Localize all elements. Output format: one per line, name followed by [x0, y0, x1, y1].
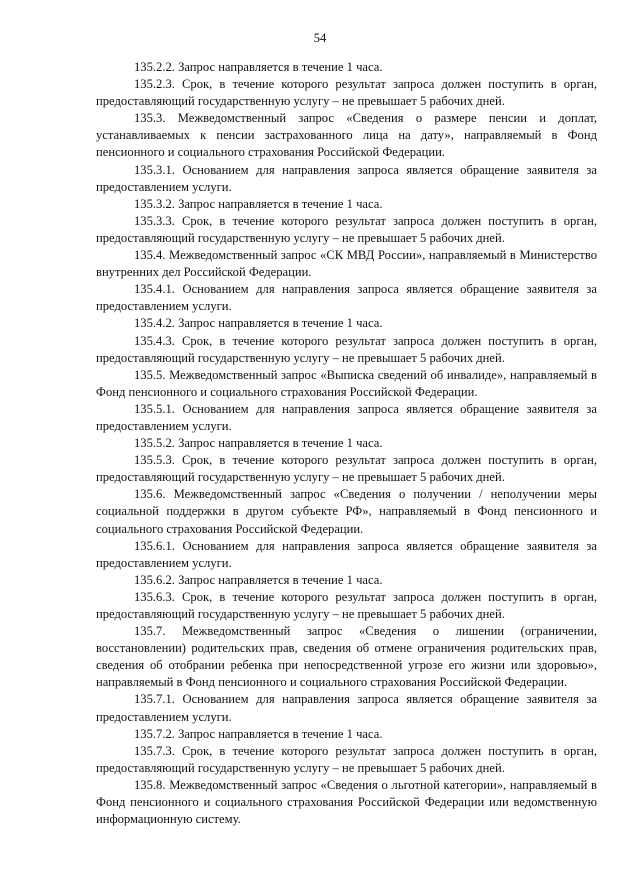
paragraph-135-4: 135.4. Межведомственный запрос «СК МВД России», направляемый в Министерство внутренних дел Российской Федерации. [96, 248, 597, 280]
paragraph-135-5-1: 135.5.1. Основанием для направления запроса является обращение заявителя за предоставлением услуги. [96, 401, 597, 433]
page-number: 54 [313, 31, 327, 45]
document-body [96, 59, 597, 828]
paragraph-135-6: 135.6. Межведомственный запрос «Сведения о получении / неполучении меры социальной поддержки в другом субъекте РФ», направляемый в Фонд пенсионного и социального страхования Российской Федерации. [96, 487, 597, 536]
paragraph-135-3-1: 135.3.1. Основанием для направления запроса является обращение заявителя за предоставлением услуги. [96, 162, 597, 194]
paragraph-135-4-3: 135.4.3. Срок, в течение которого результат запроса должен поступить в орган, предоставляющий государственную услугу – не превышает 5 рабочих дней. [96, 333, 597, 365]
paragraph-135-7-3: 135.7.3. Срок, в течение которого результат запроса должен поступить в орган, предоставляющий государственную услугу – не превышает 5 рабочих дней. [96, 743, 597, 775]
paragraph-135-4-2: 135.4.2. Запрос направляется в течение 1 часа. [134, 316, 383, 331]
paragraph-135-7: 135.7. Межведомственный запрос «Сведения о лишении (ограничении, восстановлении) родительских прав, сведения об отмене ограничения родительских прав, сведения об отобрании ребенка при непосредственной угрозе его жизни или здоровью», направляемый в Фонд пенсионного и социального страхования Российской Федерации. [96, 624, 597, 690]
paragraph-135-6-2: 135.6.2. Запрос направляется в течение 1 часа. [134, 572, 383, 587]
paragraph-135-3-2: 135.3.2. Запрос направляется в течение 1 часа. [134, 196, 383, 211]
paragraph-135-7-1: 135.7.1. Основанием для направления запроса является обращение заявителя за предоставлением услуги. [96, 692, 597, 724]
paragraph-135-5: 135.5. Межведомственный запрос «Выписка сведений об инвалиде», направляемый в Фонд пенсионного и социального страхования Российской Федерации. [96, 367, 597, 399]
paragraph-135-6-3: 135.6.3. Срок, в течение которого результат запроса должен поступить в орган, предоставляющий государственную услугу – не превышает 5 рабочих дней. [96, 589, 597, 621]
paragraph-135-6-1: 135.6.1. Основанием для направления запроса является обращение заявителя за предоставлением услуги. [96, 538, 597, 570]
paragraph-135-4-1: 135.4.1. Основанием для направления запроса является обращение заявителя за предоставлением услуги. [96, 282, 597, 314]
paragraph-135-3-3: 135.3.3. Срок, в течение которого результат запроса должен поступить в орган, предоставляющий государственную услугу – не превышает 5 рабочих дней. [96, 213, 597, 245]
paragraph-135-7-2: 135.7.2. Запрос направляется в течение 1 часа. [134, 726, 383, 741]
paragraph-135-3: 135.3. Межведомственный запрос «Сведения о размере пенсии и доплат, устанавливаемых к пенсии застрахованного лица на дату», направляемый в Фонд пенсионного и социального страхования Российской Федерации. [96, 111, 597, 160]
paragraph-135-5-3: 135.5.3. Срок, в течение которого результат запроса должен поступить в орган, предоставляющий государственную услугу – не превышает 5 рабочих дней. [96, 453, 597, 485]
paragraph-135-8: 135.8. Межведомственный запрос «Сведения о льготной категории», направляемый в Фонд пенсионного и социального страхования Российской Федерации или ведомственную информационную систему. [96, 777, 597, 827]
paragraph-135-2-3: 135.2.3. Срок, в течение которого результат запроса должен поступить в орган, предоставляющий государственную услугу – не превышает 5 рабочих дней. [96, 77, 597, 109]
paragraph-135-5-2: 135.5.2. Запрос направляется в течение 1 часа. [134, 436, 383, 451]
paragraph-135-2-2: 135.2.2. Запрос направляется в течение 1 часа. [134, 60, 383, 74]
